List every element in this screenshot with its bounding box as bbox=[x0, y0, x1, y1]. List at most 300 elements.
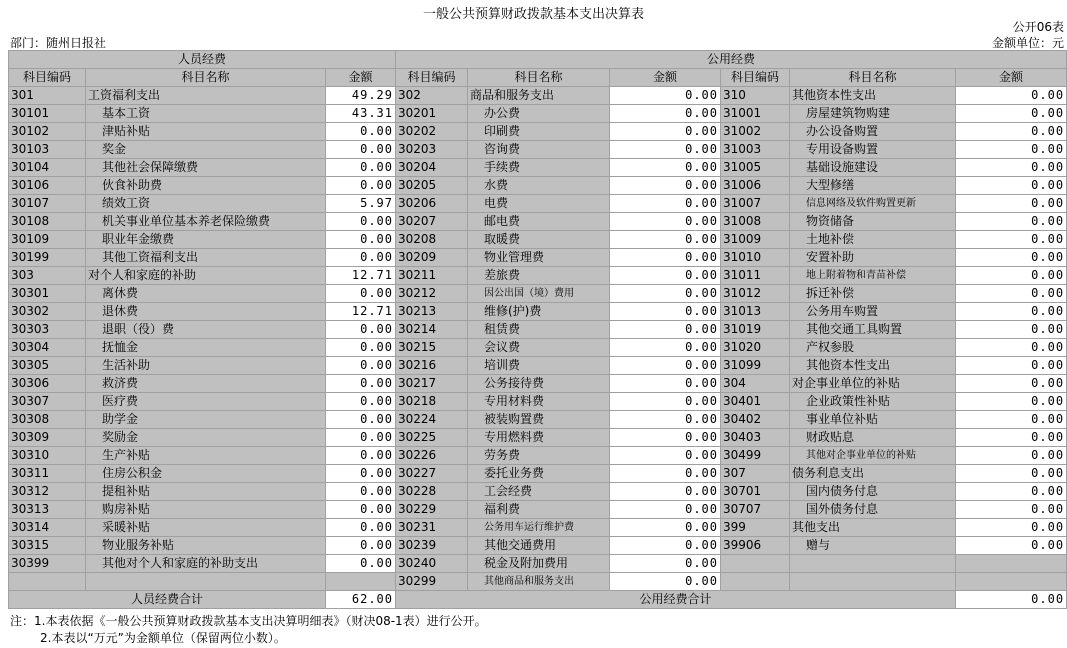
amount-cell[interactable]: 0.00 bbox=[610, 555, 721, 573]
subject-code-cell: 31013 bbox=[721, 303, 790, 321]
amount-cell[interactable]: 0.00 bbox=[610, 87, 721, 105]
amount-cell[interactable]: 12.71 bbox=[326, 303, 396, 321]
amount-cell[interactable]: 0.00 bbox=[956, 141, 1067, 159]
subject-name-cell: 职业年金缴费 bbox=[86, 231, 326, 249]
subject-name-cell: 电费 bbox=[468, 195, 610, 213]
subject-name-cell: 其他交通工具购置 bbox=[790, 321, 956, 339]
subject-name-cell: 购房补贴 bbox=[86, 501, 326, 519]
column-header-code: 科目编码 bbox=[721, 69, 790, 87]
subject-name-cell: 被装购置费 bbox=[468, 411, 610, 429]
amount-cell[interactable]: 0.00 bbox=[610, 303, 721, 321]
amount-cell[interactable]: 0.00 bbox=[956, 267, 1067, 285]
amount-cell[interactable]: 0.00 bbox=[610, 195, 721, 213]
amount-cell[interactable]: 0.00 bbox=[610, 213, 721, 231]
subject-name-cell: 财政贴息 bbox=[790, 429, 956, 447]
amount-cell[interactable]: 0.00 bbox=[326, 429, 396, 447]
subject-code-cell: 30218 bbox=[396, 393, 468, 411]
subject-code-cell bbox=[9, 573, 86, 591]
subject-code-cell: 31099 bbox=[721, 357, 790, 375]
subject-code-cell: 30301 bbox=[9, 285, 86, 303]
subject-code-cell: 310 bbox=[721, 87, 790, 105]
subject-name-cell: 退休费 bbox=[86, 303, 326, 321]
amount-cell bbox=[326, 573, 396, 591]
subject-name-cell: 印刷费 bbox=[468, 123, 610, 141]
amount-cell[interactable]: 0.00 bbox=[956, 339, 1067, 357]
subject-code-cell: 30205 bbox=[396, 177, 468, 195]
subject-name-cell: 奖励金 bbox=[86, 429, 326, 447]
subject-code-cell: 30108 bbox=[9, 213, 86, 231]
subject-name-cell bbox=[790, 555, 956, 573]
subject-code-cell: 31012 bbox=[721, 285, 790, 303]
subject-code-cell: 31009 bbox=[721, 231, 790, 249]
unit-label: 金额单位：元 bbox=[991, 36, 1064, 50]
subject-code-cell: 30228 bbox=[396, 483, 468, 501]
subject-code-cell: 30203 bbox=[396, 141, 468, 159]
amount-cell[interactable]: 0.00 bbox=[956, 159, 1067, 177]
amount-cell[interactable]: 0.00 bbox=[326, 555, 396, 573]
subject-name-cell: 产权参股 bbox=[790, 339, 956, 357]
amount-cell[interactable]: 0.00 bbox=[326, 141, 396, 159]
subject-code-cell: 30402 bbox=[721, 411, 790, 429]
subject-code-cell: 30313 bbox=[9, 501, 86, 519]
subject-name-cell: 其他对企事业单位的补贴 bbox=[790, 447, 956, 465]
subject-name-cell: 劳务费 bbox=[468, 447, 610, 465]
table-row bbox=[9, 195, 1067, 213]
subject-code-cell: 30208 bbox=[396, 231, 468, 249]
subject-code-cell: 30307 bbox=[9, 393, 86, 411]
amount-cell[interactable]: 0.00 bbox=[956, 447, 1067, 465]
amount-cell[interactable]: 0.00 bbox=[956, 483, 1067, 501]
subject-name-cell: 大型修缮 bbox=[790, 177, 956, 195]
subject-code-cell: 30106 bbox=[9, 177, 86, 195]
subject-code-cell: 30103 bbox=[9, 141, 86, 159]
subject-code-cell: 302 bbox=[396, 87, 468, 105]
public-total[interactable]: 0.00 bbox=[956, 591, 1067, 609]
amount-cell[interactable]: 0.00 bbox=[956, 519, 1067, 537]
subject-code-cell: 30239 bbox=[396, 537, 468, 555]
amount-cell[interactable]: 0.00 bbox=[326, 249, 396, 267]
table-row bbox=[9, 105, 1067, 123]
amount-cell[interactable]: 0.00 bbox=[610, 177, 721, 195]
department-label: 部门：随州日报社 bbox=[10, 36, 107, 50]
amount-cell[interactable]: 0.00 bbox=[610, 123, 721, 141]
expenditure-table bbox=[8, 50, 1067, 609]
subject-name-cell: 委托业务费 bbox=[468, 465, 610, 483]
amount-cell[interactable]: 0.00 bbox=[956, 105, 1067, 123]
subject-name-cell: 咨询费 bbox=[468, 141, 610, 159]
amount-cell[interactable]: 0.00 bbox=[326, 465, 396, 483]
column-header-name: 科目名称 bbox=[790, 69, 956, 87]
amount-cell[interactable]: 0.00 bbox=[956, 249, 1067, 267]
amount-cell[interactable]: 0.00 bbox=[326, 213, 396, 231]
subject-code-cell: 31020 bbox=[721, 339, 790, 357]
amount-cell[interactable]: 0.00 bbox=[956, 213, 1067, 231]
amount-cell[interactable]: 0.00 bbox=[326, 537, 396, 555]
amount-cell[interactable]: 0.00 bbox=[610, 321, 721, 339]
subject-name-cell: 信息网络及软件购置更新 bbox=[790, 195, 956, 213]
subject-code-cell: 301 bbox=[9, 87, 86, 105]
table-row bbox=[9, 411, 1067, 429]
subject-name-cell: 医疗费 bbox=[86, 393, 326, 411]
subject-name-cell: 对企事业单位的补贴 bbox=[790, 375, 956, 393]
table-row bbox=[9, 177, 1067, 195]
amount-cell[interactable]: 0.00 bbox=[956, 501, 1067, 519]
subject-code-cell: 30211 bbox=[396, 267, 468, 285]
subject-code-cell bbox=[721, 573, 790, 591]
subject-name-cell: 专用燃料费 bbox=[468, 429, 610, 447]
table-row bbox=[9, 267, 1067, 285]
amount-cell[interactable]: 0.00 bbox=[610, 411, 721, 429]
subject-code-cell: 31007 bbox=[721, 195, 790, 213]
subject-code-cell: 30309 bbox=[9, 429, 86, 447]
subject-code-cell: 31001 bbox=[721, 105, 790, 123]
table-row bbox=[9, 393, 1067, 411]
subject-name-cell: 培训费 bbox=[468, 357, 610, 375]
amount-cell[interactable]: 0.00 bbox=[326, 285, 396, 303]
subject-name-cell: 住房公积金 bbox=[86, 465, 326, 483]
subject-name-cell: 其他资本性支出 bbox=[790, 357, 956, 375]
amount-cell[interactable]: 0.00 bbox=[610, 573, 721, 591]
subject-name-cell: 专用材料费 bbox=[468, 393, 610, 411]
subject-code-cell: 30308 bbox=[9, 411, 86, 429]
subject-name-cell: 基本工资 bbox=[86, 105, 326, 123]
subject-name-cell: 房屋建筑物购建 bbox=[790, 105, 956, 123]
subject-name-cell: 机关事业单位基本养老保险缴费 bbox=[86, 213, 326, 231]
amount-cell[interactable]: 0.00 bbox=[326, 393, 396, 411]
subject-name-cell: 伙食补助费 bbox=[86, 177, 326, 195]
table-row bbox=[9, 555, 1067, 573]
column-header-name: 科目名称 bbox=[86, 69, 326, 87]
subject-code-cell: 30310 bbox=[9, 447, 86, 465]
personnel-total-label: 人员经费合计 bbox=[9, 591, 326, 609]
subject-name-cell: 工资福利支出 bbox=[86, 87, 326, 105]
amount-cell[interactable]: 0.00 bbox=[956, 87, 1067, 105]
subject-name-cell: 提租补贴 bbox=[86, 483, 326, 501]
subject-name-cell: 其他商品和服务支出 bbox=[468, 573, 610, 591]
subject-name-cell: 公务接待费 bbox=[468, 375, 610, 393]
subject-code-cell: 30212 bbox=[396, 285, 468, 303]
amount-cell[interactable]: 0.00 bbox=[326, 177, 396, 195]
table-row bbox=[9, 483, 1067, 501]
subject-code-cell: 30403 bbox=[721, 429, 790, 447]
subject-name-cell: 工会经费 bbox=[468, 483, 610, 501]
column-header-code: 科目编码 bbox=[396, 69, 468, 87]
subject-name-cell: 债务利息支出 bbox=[790, 465, 956, 483]
subject-code-cell: 30215 bbox=[396, 339, 468, 357]
subject-code-cell: 31002 bbox=[721, 123, 790, 141]
subject-name-cell: 邮电费 bbox=[468, 213, 610, 231]
subject-name-cell: 办公设备购置 bbox=[790, 123, 956, 141]
subject-name-cell: 公务用车购置 bbox=[790, 303, 956, 321]
subject-code-cell: 30306 bbox=[9, 375, 86, 393]
subject-name-cell: 因公出国（境）费用 bbox=[468, 285, 610, 303]
subject-code-cell: 30229 bbox=[396, 501, 468, 519]
table-row bbox=[9, 123, 1067, 141]
subject-name-cell: 取暖费 bbox=[468, 231, 610, 249]
subject-code-cell: 30104 bbox=[9, 159, 86, 177]
amount-cell[interactable]: 0.00 bbox=[610, 339, 721, 357]
amount-cell[interactable]: 0.00 bbox=[610, 393, 721, 411]
subject-code-cell: 30101 bbox=[9, 105, 86, 123]
subject-code-cell: 30401 bbox=[721, 393, 790, 411]
subject-code-cell: 30299 bbox=[396, 573, 468, 591]
subject-name-cell: 绩效工资 bbox=[86, 195, 326, 213]
amount-cell[interactable]: 0.00 bbox=[326, 375, 396, 393]
subject-code-cell: 399 bbox=[721, 519, 790, 537]
subject-code-cell: 30206 bbox=[396, 195, 468, 213]
subject-name-cell: 福利费 bbox=[468, 501, 610, 519]
subject-name-cell: 其他交通费用 bbox=[468, 537, 610, 555]
subject-name-cell bbox=[790, 573, 956, 591]
table-row bbox=[9, 339, 1067, 357]
subject-code-cell: 30315 bbox=[9, 537, 86, 555]
table-row bbox=[9, 465, 1067, 483]
amount-cell[interactable]: 0.00 bbox=[610, 519, 721, 537]
subject-name-cell: 其他社会保障缴费 bbox=[86, 159, 326, 177]
subject-code-cell: 30303 bbox=[9, 321, 86, 339]
amount-cell[interactable]: 0.00 bbox=[956, 231, 1067, 249]
subject-code-cell: 30302 bbox=[9, 303, 86, 321]
amount-cell[interactable]: 0.00 bbox=[956, 195, 1067, 213]
amount-cell[interactable]: 0.00 bbox=[610, 483, 721, 501]
table-row bbox=[9, 429, 1067, 447]
column-header-amount: 金额 bbox=[956, 69, 1067, 87]
subject-name-cell: 租赁费 bbox=[468, 321, 610, 339]
subject-name-cell: 国内债务付息 bbox=[790, 483, 956, 501]
subject-code-cell: 30231 bbox=[396, 519, 468, 537]
notes bbox=[10, 613, 487, 647]
amount-cell[interactable]: 0.00 bbox=[610, 141, 721, 159]
subject-name-cell: 维修(护)费 bbox=[468, 303, 610, 321]
public-total-label: 公用经费合计 bbox=[396, 591, 956, 609]
amount-cell[interactable]: 0.00 bbox=[610, 501, 721, 519]
amount-cell[interactable]: 0.00 bbox=[326, 321, 396, 339]
amount-cell[interactable]: 0.00 bbox=[326, 411, 396, 429]
table-row bbox=[9, 375, 1067, 393]
amount-cell[interactable]: 0.00 bbox=[956, 177, 1067, 195]
subject-name-cell: 离休费 bbox=[86, 285, 326, 303]
subject-name-cell: 抚恤金 bbox=[86, 339, 326, 357]
amount-cell[interactable]: 0.00 bbox=[956, 357, 1067, 375]
column-header-code: 科目编码 bbox=[9, 69, 86, 87]
subject-name-cell: 其他工资福利支出 bbox=[86, 249, 326, 267]
subject-code-cell: 31006 bbox=[721, 177, 790, 195]
subject-name-cell bbox=[86, 573, 326, 591]
subject-code-cell: 30202 bbox=[396, 123, 468, 141]
amount-cell[interactable]: 0.00 bbox=[610, 429, 721, 447]
table-row bbox=[9, 159, 1067, 177]
subject-name-cell: 救济费 bbox=[86, 375, 326, 393]
amount-cell[interactable]: 0.00 bbox=[610, 357, 721, 375]
subject-code-cell: 30226 bbox=[396, 447, 468, 465]
subject-name-cell: 办公费 bbox=[468, 105, 610, 123]
table-row bbox=[9, 87, 1067, 105]
amount-cell[interactable]: 0.00 bbox=[326, 501, 396, 519]
amount-cell[interactable]: 0.00 bbox=[956, 123, 1067, 141]
column-header-amount: 金额 bbox=[610, 69, 721, 87]
subject-code-cell bbox=[721, 555, 790, 573]
subject-code-cell: 30217 bbox=[396, 375, 468, 393]
subject-name-cell: 土地补偿 bbox=[790, 231, 956, 249]
subject-name-cell: 税金及附加费用 bbox=[468, 555, 610, 573]
subject-code-cell: 31005 bbox=[721, 159, 790, 177]
table-row bbox=[9, 285, 1067, 303]
amount-cell[interactable]: 0.00 bbox=[610, 105, 721, 123]
subject-code-cell: 30304 bbox=[9, 339, 86, 357]
subject-code-cell: 303 bbox=[9, 267, 86, 285]
table-row bbox=[9, 357, 1067, 375]
subject-code-cell: 30701 bbox=[721, 483, 790, 501]
table-row bbox=[9, 213, 1067, 231]
subject-code-cell: 30216 bbox=[396, 357, 468, 375]
subject-name-cell: 差旅费 bbox=[468, 267, 610, 285]
subject-code-cell: 30312 bbox=[9, 483, 86, 501]
table-row bbox=[9, 447, 1067, 465]
subject-code-cell: 30305 bbox=[9, 357, 86, 375]
amount-cell bbox=[956, 555, 1067, 573]
table-row bbox=[9, 501, 1067, 519]
subject-code-cell: 30224 bbox=[396, 411, 468, 429]
amount-cell[interactable]: 0.00 bbox=[610, 465, 721, 483]
table-row bbox=[9, 321, 1067, 339]
subject-name-cell: 对个人和家庭的补助 bbox=[86, 267, 326, 285]
column-header-amount: 金额 bbox=[326, 69, 396, 87]
subject-code-cell: 30199 bbox=[9, 249, 86, 267]
subject-code-cell: 30209 bbox=[396, 249, 468, 267]
subject-name-cell: 水费 bbox=[468, 177, 610, 195]
subject-name-cell: 国外债务付息 bbox=[790, 501, 956, 519]
amount-cell[interactable]: 0.00 bbox=[956, 537, 1067, 555]
amount-cell[interactable]: 0.00 bbox=[326, 519, 396, 537]
subject-name-cell: 公务用车运行维护费 bbox=[468, 519, 610, 537]
subject-code-cell: 31003 bbox=[721, 141, 790, 159]
subject-name-cell: 商品和服务支出 bbox=[468, 87, 610, 105]
amount-cell[interactable]: 0.00 bbox=[326, 357, 396, 375]
subject-code-cell: 31019 bbox=[721, 321, 790, 339]
subject-code-cell: 30499 bbox=[721, 447, 790, 465]
amount-cell[interactable]: 0.00 bbox=[956, 321, 1067, 339]
subject-code-cell: 304 bbox=[721, 375, 790, 393]
subject-name-cell: 津贴补贴 bbox=[86, 123, 326, 141]
amount-cell[interactable]: 0.00 bbox=[326, 339, 396, 357]
personnel-header: 人员经费 bbox=[9, 51, 396, 69]
subject-code-cell: 30109 bbox=[9, 231, 86, 249]
subject-code-cell: 30314 bbox=[9, 519, 86, 537]
form-number: 公开06表 bbox=[1012, 20, 1064, 34]
amount-cell[interactable]: 0.00 bbox=[610, 447, 721, 465]
amount-cell[interactable]: 0.00 bbox=[610, 375, 721, 393]
subject-name-cell: 退职（役）费 bbox=[86, 321, 326, 339]
table-row bbox=[9, 303, 1067, 321]
sheet-title: 一般公共预算财政拨款基本支出决算表 bbox=[422, 7, 644, 22]
amount-cell[interactable]: 12.71 bbox=[326, 267, 396, 285]
subject-name-cell: 赠与 bbox=[790, 537, 956, 555]
amount-cell[interactable]: 0.00 bbox=[956, 393, 1067, 411]
column-header-name: 科目名称 bbox=[468, 69, 610, 87]
subject-name-cell: 生活补助 bbox=[86, 357, 326, 375]
table-row bbox=[9, 231, 1067, 249]
subject-name-cell: 采暖补贴 bbox=[86, 519, 326, 537]
amount-cell[interactable]: 0.00 bbox=[326, 483, 396, 501]
subject-code-cell: 30201 bbox=[396, 105, 468, 123]
subject-code-cell: 30225 bbox=[396, 429, 468, 447]
amount-cell[interactable]: 0.00 bbox=[610, 285, 721, 303]
subject-code-cell: 30399 bbox=[9, 555, 86, 573]
subject-name-cell: 会议费 bbox=[468, 339, 610, 357]
public-header: 公用经费 bbox=[396, 51, 1067, 69]
amount-cell[interactable]: 0.00 bbox=[326, 447, 396, 465]
subject-code-cell: 30107 bbox=[9, 195, 86, 213]
subject-code-cell: 31010 bbox=[721, 249, 790, 267]
amount-cell[interactable]: 0.00 bbox=[610, 537, 721, 555]
amount-cell[interactable]: 0.00 bbox=[956, 429, 1067, 447]
subject-code-cell: 39906 bbox=[721, 537, 790, 555]
subject-code-cell: 30311 bbox=[9, 465, 86, 483]
subject-name-cell: 物资储备 bbox=[790, 213, 956, 231]
amount-cell[interactable]: 0.00 bbox=[326, 123, 396, 141]
subject-code-cell: 30240 bbox=[396, 555, 468, 573]
table-row bbox=[9, 141, 1067, 159]
subject-name-cell: 生产补贴 bbox=[86, 447, 326, 465]
amount-cell bbox=[956, 573, 1067, 591]
personnel-total[interactable]: 62.00 bbox=[326, 591, 396, 609]
subject-name-cell: 安置补助 bbox=[790, 249, 956, 267]
subject-name-cell: 手续费 bbox=[468, 159, 610, 177]
subject-name-cell: 物业服务补贴 bbox=[86, 537, 326, 555]
subject-code-cell: 30102 bbox=[9, 123, 86, 141]
amount-cell[interactable]: 0.00 bbox=[610, 159, 721, 177]
table-row bbox=[9, 573, 1067, 591]
subject-code-cell: 31011 bbox=[721, 267, 790, 285]
subject-code-cell: 30227 bbox=[396, 465, 468, 483]
subject-code-cell: 30213 bbox=[396, 303, 468, 321]
amount-cell[interactable]: 0.00 bbox=[956, 375, 1067, 393]
table-row bbox=[9, 519, 1067, 537]
subject-name-cell: 地上附着物和青苗补偿 bbox=[790, 267, 956, 285]
subject-code-cell: 307 bbox=[721, 465, 790, 483]
subject-name-cell: 专用设备购置 bbox=[790, 141, 956, 159]
subject-name-cell: 奖金 bbox=[86, 141, 326, 159]
amount-cell[interactable]: 0.00 bbox=[326, 159, 396, 177]
note-1: 注：1.本表依据《一般公共预算财政拨款基本支出决算明细表》（财决08-1表）进行公开。 bbox=[10, 614, 487, 628]
amount-cell[interactable]: 0.00 bbox=[956, 411, 1067, 429]
subject-name-cell: 其他支出 bbox=[790, 519, 956, 537]
subject-code-cell: 30214 bbox=[396, 321, 468, 339]
subject-code-cell: 30707 bbox=[721, 501, 790, 519]
subject-code-cell: 30207 bbox=[396, 213, 468, 231]
table-row bbox=[9, 249, 1067, 267]
amount-cell[interactable]: 0.00 bbox=[956, 465, 1067, 483]
amount-cell[interactable]: 49.29 bbox=[326, 87, 396, 105]
subject-name-cell: 物业管理费 bbox=[468, 249, 610, 267]
subject-name-cell: 企业政策性补贴 bbox=[790, 393, 956, 411]
amount-cell[interactable]: 0.00 bbox=[956, 285, 1067, 303]
note-2: 2.本表以“万元”为金额单位（保留两位小数）。 bbox=[40, 631, 286, 645]
amount-cell[interactable]: 0.00 bbox=[956, 303, 1067, 321]
amount-cell[interactable]: 0.00 bbox=[610, 249, 721, 267]
amount-cell[interactable]: 0.00 bbox=[610, 231, 721, 249]
amount-cell[interactable]: 0.00 bbox=[326, 231, 396, 249]
table-row bbox=[9, 537, 1067, 555]
amount-cell[interactable]: 0.00 bbox=[610, 267, 721, 285]
subject-code-cell: 31008 bbox=[721, 213, 790, 231]
subject-name-cell: 其他资本性支出 bbox=[790, 87, 956, 105]
subject-name-cell: 其他对个人和家庭的补助支出 bbox=[86, 555, 326, 573]
subject-code-cell: 30204 bbox=[396, 159, 468, 177]
subject-name-cell: 事业单位补贴 bbox=[790, 411, 956, 429]
amount-cell[interactable]: 43.31 bbox=[326, 105, 396, 123]
amount-cell[interactable]: 5.97 bbox=[326, 195, 396, 213]
